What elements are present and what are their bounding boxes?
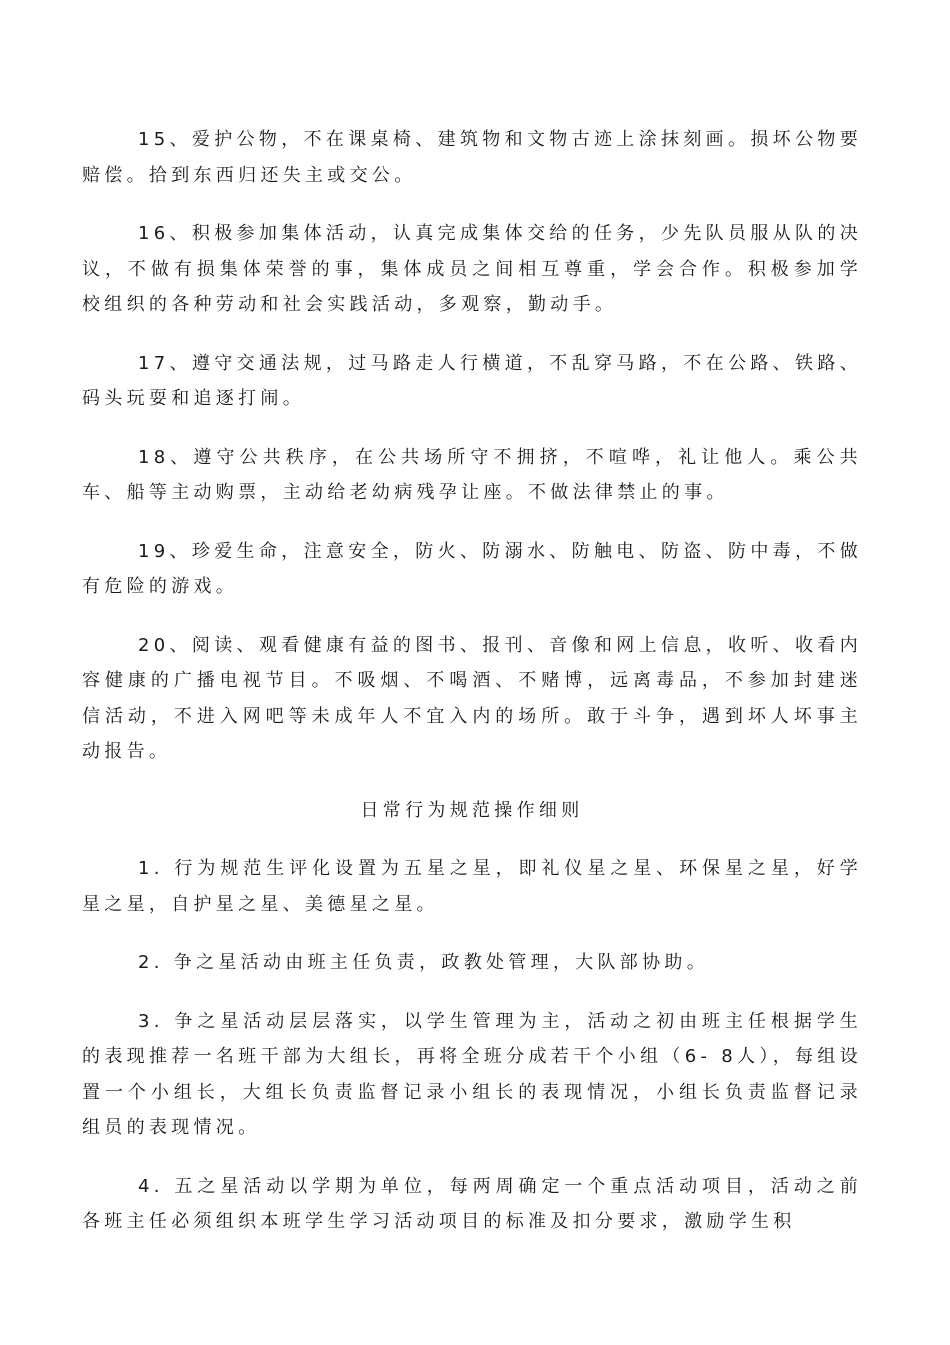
paragraph-gap [82,511,862,534]
paragraph-15: 15、爱护公物，不在课桌椅、建筑物和文物古迹上涂抹刻画。损坏公物要赔偿。拾到东西归还失主或交公。 [82,129,862,186]
paragraph-gap [82,922,862,945]
paragraph-gap [82,1146,862,1169]
paragraph-gap [82,828,862,851]
paragraph-18: 18、遵守公共秩序，在公共场所守不拥挤，不喧哗，礼让他人。乘公共车、船等主动购票，主动给老幼病残孕让座。不做法律禁止的事。 [82,446,862,503]
rule-item-2: 2. 争之星活动由班主任负责，政教处管理，大队部协助。 [138,952,709,973]
section-heading: 日常行为规范操作细则 [360,799,584,821]
paragraph-17: 17、遵守交通法规，过马路走人行横道，不乱穿马路，不在公路、铁路、码头玩耍和追逐打闹。 [82,352,862,409]
document-page [82,122,862,1240]
rule-item-4: 4. 五之星活动以学期为单位，每两周确定一个重点活动项目，活动之前各班主任必须组织本班学生学习活动项目的标准及扣分要求，激励学生积 [82,1175,862,1232]
paragraph-gap [82,981,862,1004]
rule-item-1: 1. 行为规范生评化设置为五星之星，即礼仪星之星、环保星之星，好学星之星，自护星之星、美德星之星。 [82,858,862,915]
paragraph-gap [82,417,862,440]
paragraph-gap [82,193,862,216]
paragraph-20: 20、阅读、观看健康有益的图书、报刊、音像和网上信息，收听、收看内容健康的广播电视节目。不吸烟、不喝酒、不赌博，远离毒品，不参加封建迷信活动，不进入网吧等未成年人不宜入内的场所。敢于斗争，遇到坏人坏事主动报告。 [82,634,862,762]
paragraph-gap [82,770,862,793]
rule-item-3: 3. 争之星活动层层落实，以学生管理为主，活动之初由班主任根据学生的表现推荐一名班干部为大组长，再将全班分成若干个小组（6- 8人），每组设置一个小组长，大组长负责监督记录小组长的表现情况，小组长负责监督记录组员的表现情况。 [82,1010,862,1138]
paragraph-16: 16、积极参加集体活动，认真完成集体交给的任务，少先队员服从队的决议，不做有损集体荣誉的事，集体成员之间相互尊重，学会合作。积极参加学校组织的各种劳动和社会实践活动，多观察，勤动手。 [82,223,862,315]
paragraph-19: 19、珍爱生命，注意安全，防火、防溺水、防触电、防盗、防中毒，不做有危险的游戏。 [82,540,862,597]
paragraph-gap [82,323,862,346]
paragraph-gap [82,605,862,628]
